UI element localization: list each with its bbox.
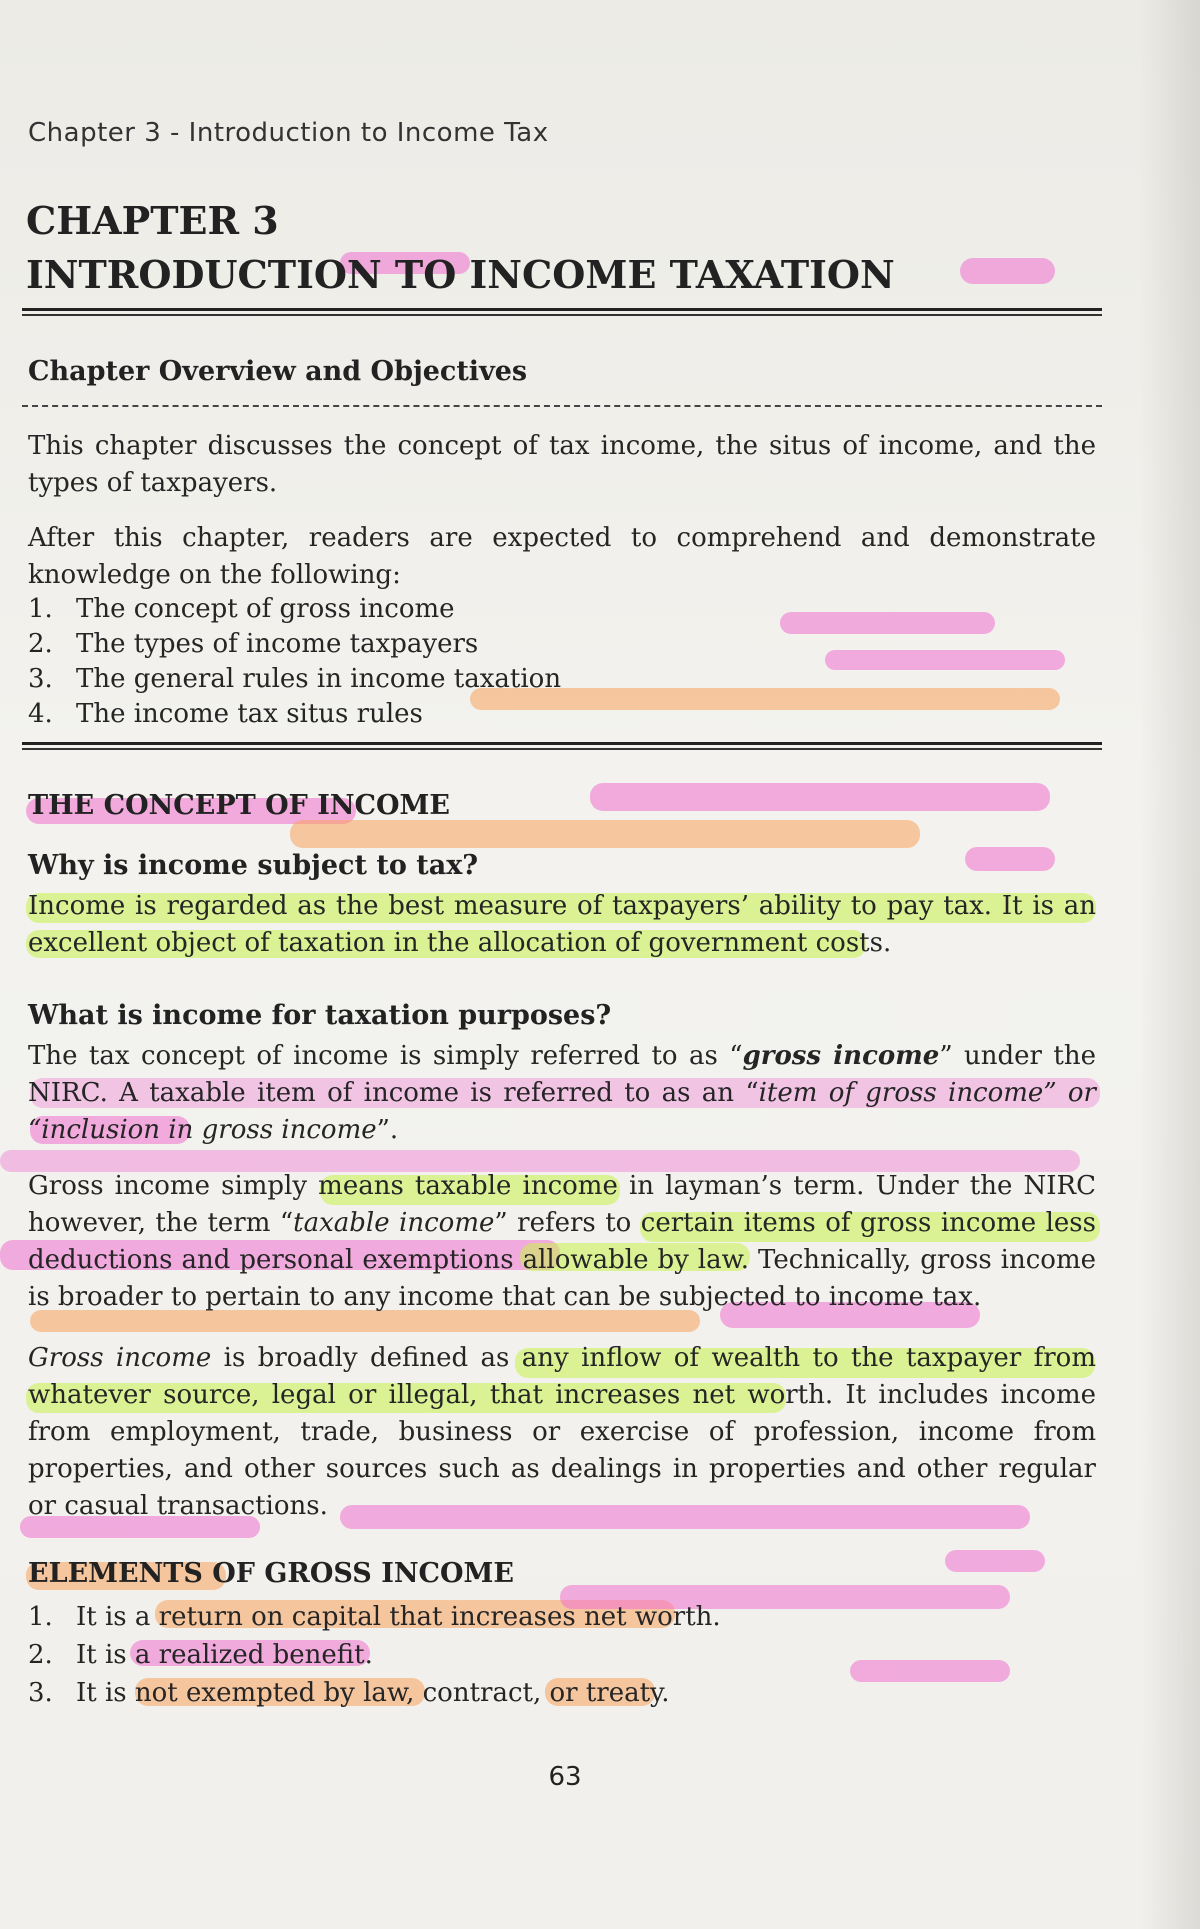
text-run: The tax concept of income is simply referred to as “ xyxy=(28,1041,743,1071)
bleed-through xyxy=(760,215,768,245)
highlight-mark xyxy=(590,783,1050,811)
list-text: The general rules in income taxation xyxy=(76,664,562,694)
page-number: 63 xyxy=(548,1762,582,1792)
question-why-taxed: Why is income subject to tax? xyxy=(28,850,479,881)
list-item xyxy=(28,697,1088,732)
list-number: 4. xyxy=(28,699,53,729)
list-item xyxy=(28,1674,1088,1712)
paragraph-taxable-income xyxy=(28,1168,1096,1316)
text-run: Gross income simply means taxable income in layman’s term. Under the NIRC however, the term “ xyxy=(28,1171,1096,1238)
list-text: It is not exempted by law, contract, or treaty. xyxy=(76,1678,670,1708)
text-run: ”. xyxy=(376,1115,399,1145)
highlight-mark xyxy=(960,258,1055,284)
section-rule-thin xyxy=(22,748,1102,750)
dashed-rule xyxy=(22,405,1102,407)
list-item xyxy=(28,1598,1088,1636)
text-run: ” under the NIRC. A taxable item of income is referred to as an “ xyxy=(28,1041,1096,1108)
emphasis-taxable-income: taxable income xyxy=(293,1208,495,1238)
list-text: The income tax situs rules xyxy=(76,699,423,729)
list-number: 2. xyxy=(28,629,53,659)
list-text: The concept of gross income xyxy=(76,594,455,624)
paragraph-gross-income xyxy=(28,1038,1096,1149)
text-run: is broadly defined as any inflow of wealth to the taxpayer from whatever source, legal or illegal, that increases net worth. It includes income from employment, trade, business or exercise of profession, income from properties, and other sources such as dealings in properties and other regular or casual transactions. xyxy=(28,1343,1096,1521)
list-number: 2. xyxy=(28,1640,53,1670)
list-text: It is a realized benefit. xyxy=(76,1640,373,1670)
text-run: ” refers to certain items of gross income less deductions and personal exemptions allowable by law. Technically, gross income is broader to pertain to any income that can be subjected to income tax. xyxy=(28,1208,1096,1312)
question-what-is-income: What is income for taxation purposes? xyxy=(28,1000,612,1031)
chapter-number: CHAPTER 3 xyxy=(26,198,279,243)
overview-lead: After this chapter, readers are expected to comprehend and demonstrate knowledge on the following: xyxy=(28,523,1096,590)
list-item xyxy=(28,627,1088,662)
emphasis-gross-income-def: Gross income xyxy=(28,1343,212,1373)
list-item xyxy=(28,1636,1088,1674)
list-number: 1. xyxy=(28,1602,53,1632)
section-rule xyxy=(22,742,1102,745)
concept-heading: THE CONCEPT OF INCOME xyxy=(28,790,451,821)
title-rule xyxy=(22,308,1102,311)
elements-heading: ELEMENTS OF GROSS INCOME xyxy=(28,1558,514,1589)
overview-heading: Chapter Overview and Objectives xyxy=(28,356,528,387)
chapter-title: INTRODUCTION TO INCOME TAXATION xyxy=(26,252,895,297)
elements-list xyxy=(28,1598,1088,1712)
highlight-mark xyxy=(290,820,920,848)
list-item xyxy=(28,662,1088,697)
objectives-list xyxy=(28,592,1088,732)
list-number: 3. xyxy=(28,664,53,694)
answer-why-taxed: Income is regarded as the best measure of taxpayers’ ability to pay tax. It is an excellent object of taxation in the allocation of government costs. xyxy=(28,891,1096,958)
list-number: 1. xyxy=(28,594,53,624)
list-text: The types of income taxpayers xyxy=(76,629,479,659)
title-rule-thin xyxy=(22,314,1102,316)
paragraph-definition xyxy=(28,1340,1096,1525)
list-item xyxy=(28,592,1088,627)
emphasis-gross-income: gross income xyxy=(742,1041,940,1071)
highlight-mark xyxy=(945,1550,1045,1572)
running-header: Chapter 3 - Introduction to Income Tax xyxy=(28,118,549,148)
highlight-mark xyxy=(965,847,1055,871)
emphasis-item-of-gross-income: item of gross income” or “inclusion in gross income xyxy=(28,1078,1096,1145)
overview-intro: This chapter discusses the concept of tax income, the situs of income, and the types of taxpayers. xyxy=(28,431,1096,498)
list-text: It is a return on capital that increases net worth. xyxy=(76,1602,721,1632)
list-number: 3. xyxy=(28,1678,53,1708)
